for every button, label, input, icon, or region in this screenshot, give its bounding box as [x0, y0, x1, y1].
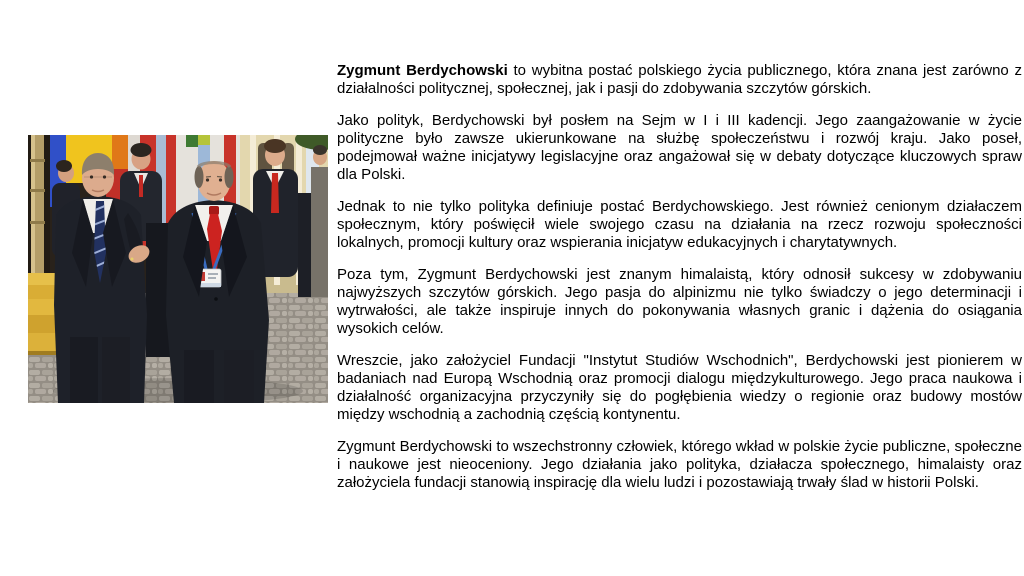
paragraph-5: Wreszcie, jako założyciel Fundacji "Instytut Studiów Wschodnich", Berdychowski jest pionierem w badaniach nad Europą Wschodnią oraz promocji dialogu międzykulturowego. Jego praca naukowa i działalność organizacyjna przyczyniły się do pogłębienia wiedzy o regionie oraz budowy mostów między wschodnią a zachodnią częścią kontynentu.	[337, 352, 1022, 423]
photo-illustration	[28, 135, 328, 403]
paragraph-2: Jako polityk, Berdychowski był posłem na Sejm w I i III kadencji. Jego zaangażowanie w życie polityczne było zawsze ukierunkowane na służbę społeczeństwu i rozwój kraju. Jako poseł, podejmował ważne inicjatywy legislacyjne oraz angażował się w debaty dotyczące kluczowych spraw dla Polski.	[337, 112, 1022, 183]
paragraph-4: Poza tym, Zygmunt Berdychowski jest znanym himalaistą, który odnosił sukcesy w zdobywaniu najwyższych szczytów górskich. Jego pasja do alpinizmu nie tylko świadczy o jego determinacji i wytrwałości, ale także inspiruje innych do pokonywania własnych granic i dążenia do osiągania wysokich celów.	[337, 266, 1022, 337]
paragraph-3: Jednak to nie tylko polityka definiuje postać Berdychowskiego. Jest również cenionym działaczem społecznym, który poświęcił wiele swojego czasu na działania na rzecz rozwoju społeczności lokalnych, promocji kultury oraz wspierania inicjatyw edukacyjnych i charytatywnych.	[337, 198, 1022, 251]
article	[337, 62, 1022, 506]
photo	[28, 135, 328, 403]
paragraph-1: Zygmunt Berdychowski to wybitna postać polskiego życia publicznego, która znana jest zarówno z działalności politycznej, społecznej, jak i pasji do zdobywania szczytów górskich.	[337, 62, 1022, 97]
paragraph-6: Zygmunt Berdychowski to wszechstronny człowiek, którego wkład w polskie życie publiczne, społeczne i naukowe jest nieoceniony. Jego działania jako polityka, działacza społecznego, himalaisty oraz założyciela fundacji stanowią inspirację dla wielu ludzi i pozostawiają trwały ślad w historii Polski.	[337, 438, 1022, 491]
subject-name: Zygmunt Berdychowski	[337, 62, 508, 79]
left-man-head	[82, 153, 114, 197]
